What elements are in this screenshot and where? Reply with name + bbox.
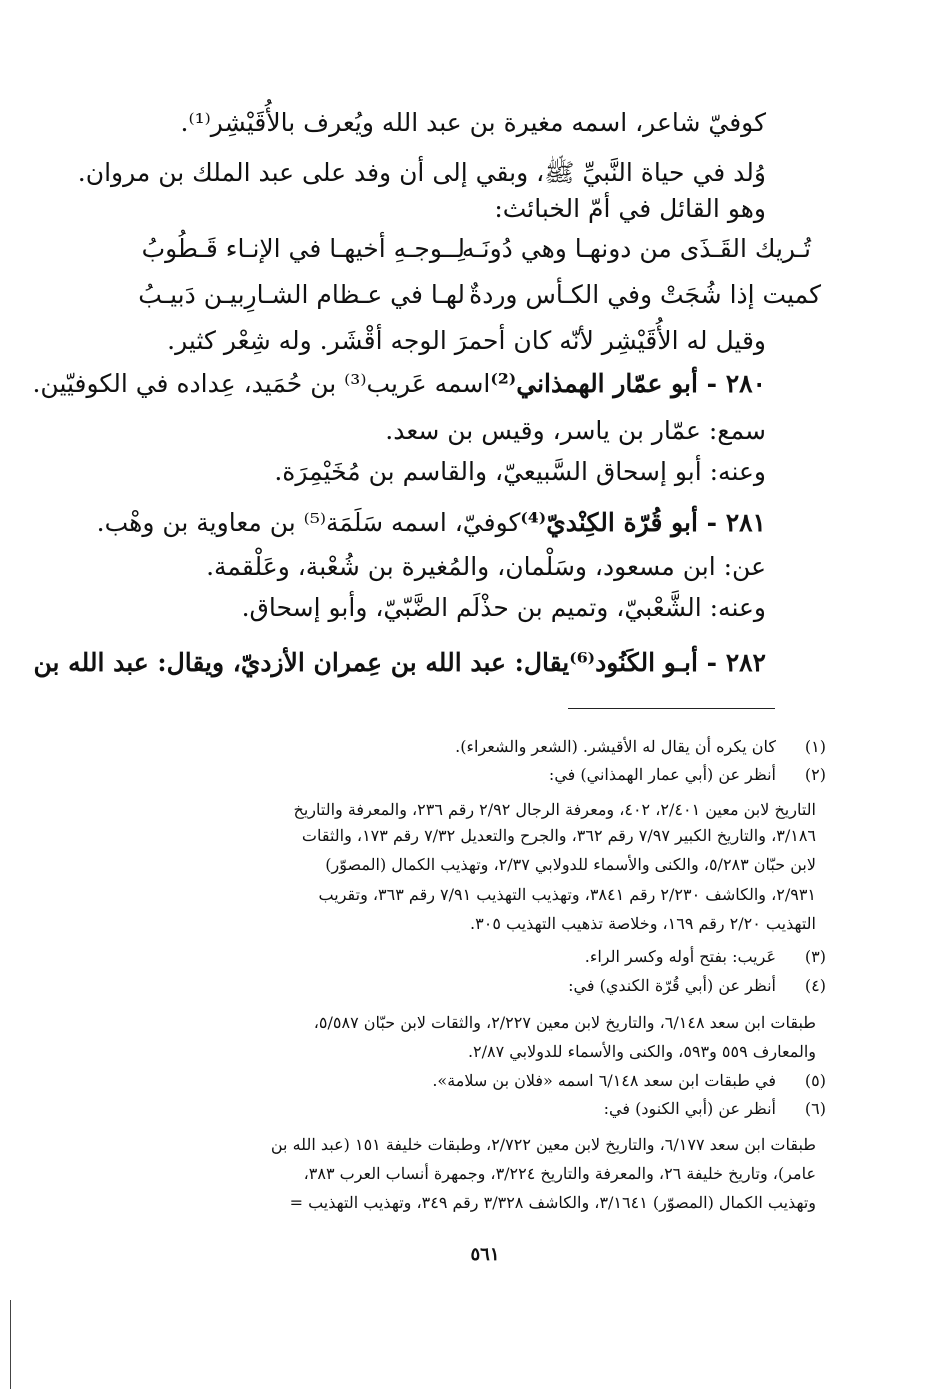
footnote-number: (٣)	[804, 947, 826, 966]
entry-heading	[32, 366, 766, 402]
footnote-separator	[568, 708, 775, 709]
entry-title: ٢٨٠ - أبو عمّار الهمذاني⁽²⁾	[490, 369, 766, 398]
text-line: وقيل له الأُقَيْشِر لأنّه كان أحمرَ الوجه أقْشَر. وله شِعْر كثير.	[167, 326, 766, 355]
entry-title: ٢٨٢ - أبـو الكَنُود⁽⁶⁾	[569, 648, 766, 677]
footnote-text: وتهذيب الكمال (المصوّر) ٣/١٦٤١، والكاشف ٣/٣٢٨ رقم ٣٤٩، وتهذيب التهذيب =	[289, 1193, 816, 1212]
footnote-text: ٣/١٨٦، والتاريخ الكبير ٧/٩٧ رقم ٣٦٢، والجرح والتعديل ٧/٣٢ رقم ١٧٣، والثقات	[301, 826, 816, 845]
text-line: سمع: عمّار بن ياسر، وقيس بن سعد.	[385, 416, 766, 445]
verse-first-hemistich: كميت إذا شُجَتْ وفي الكـأس وردةٌ	[469, 280, 821, 309]
verse-first-hemistich: تُـريك القَـذَى من دونهـا وهي دُونَـه	[461, 234, 811, 263]
text-line: وعنه: أبو إسحاق السَّبيعيّ، والقاسم بن مُخَيْمِرَة.	[274, 457, 766, 486]
footnote-number: (٦)	[804, 1099, 826, 1118]
verse-second-hemistich: لهـا في عـظام الشـارِبيـن دَبيـبُ	[138, 280, 465, 309]
entry-heading	[96, 505, 766, 541]
footnote-text: أنظر عن (أبي قُرّة الكندي) في:	[568, 976, 776, 995]
footnote-number: (١)	[804, 737, 826, 756]
text-line: وُلد في حياة النَّبيِّ ﷺ، وبقي إلى أن وفد على عبد الملك بن مروان.	[77, 158, 766, 187]
footnote-text: لابن حبّان ٥/٢٨٣، والكنى والأسماء للدولابي ٢/٣٧، وتهذيب الكمال (المصوّر)	[325, 855, 816, 874]
entry-title-rest: كوفيّ، اسمه سَلَمَة⁽⁵⁾ بن معاوية بن وهْب.	[96, 508, 521, 537]
text-line: كوفيّ شاعر، اسمه مغيرة بن عبد الله ويُعرف بالأُقَيْشِر⁽¹⁾.	[180, 108, 766, 137]
entry-heading	[33, 645, 766, 681]
footnote-number: (٥)	[804, 1071, 826, 1090]
footnote-text: كان يكره أن يقال له الأقيشر. (الشعر والشعراء).	[455, 737, 776, 756]
footnote-text: عَريب: بفتح أوله وكسر الراء.	[584, 947, 776, 966]
footnote-number: (٢)	[804, 765, 826, 784]
entry-title-rest: اسمه عَريب⁽³⁾ بن حُمَيد، عِداده في الكوفيّين.	[32, 369, 491, 398]
footnote-number: (٤)	[804, 976, 826, 995]
text-line: عن: ابن مسعود، وسَلْمان، والمُغيرة بن شُعْبة، وعَلْقمة.	[206, 552, 766, 581]
footnote-text: طبقات ابن سعد ٦/١٤٨، والتاريخ لابن معين ٢/٢٢٧، والثقات لابن حبّان ٥/٥٨٧،	[313, 1013, 816, 1032]
text-line: وهو القائل في أمّ الخبائث:	[494, 194, 766, 223]
footnote-text: أنظر عن (أبي الكنود) في:	[603, 1099, 776, 1118]
text-line: وعنه: الشَّعْبيّ، وتميم بن حذْلَم الضَّبّيّ، وأبو إسحاق.	[241, 593, 766, 622]
entry-title-rest: يقال: عبد الله بن عِمران الأزديّ، ويقال: عبد الله بن	[33, 648, 570, 677]
margin-rule	[10, 1300, 11, 1389]
entry-title: ٢٨١ - أبو قُرّة الكِنْديّ⁽⁴⁾	[520, 508, 766, 537]
footnote-text: التاريخ لابن معين ٢/٤٠١، ٤٠٢، ومعرفة الرجال ٢/٩٢ رقم ٢٣٦، والمعرفة والتاريخ	[293, 800, 816, 819]
verse-second-hemistich: لِــوجـهِ أخيهـا في الإنـاء قَـطُوبُ	[141, 234, 465, 263]
footnote-text: طبقات ابن سعد ٦/١٧٧، والتاريخ لابن معين ٢/٧٢٢، وطبقات خليفة ١٥١ (عبد الله بن	[270, 1135, 816, 1154]
footnote-text: في طبقات ابن سعد ٦/١٤٨ اسمه «فلان بن سلامة».	[432, 1071, 776, 1090]
footnote-text: والمعارف ٥٥٩ و٥٩٣، والكنى والأسماء للدولابي ٢/٨٧.	[467, 1042, 816, 1061]
footnote-text: ٢/٩٣١، والكاشف ٢/٢٣٠ رقم ٣٨٤١، وتهذيب التهذيب ٧/٩١ رقم ٣٦٣، وتقريب	[318, 885, 816, 904]
footnote-text: أنظر عن (أبي عمار الهمذاني) في:	[548, 765, 776, 784]
footnote-text: التهذيب ٢/٢٠ رقم ١٦٩، وخلاصة تذهيب التهذيب ٣٠٥.	[470, 914, 816, 933]
footnote-text: عامر)، وتاريخ خليفة ٢٦، والمعرفة والتاريخ ٣/٢٢٤، وجمهرة أنساب العرب ٣٨٣،	[303, 1164, 816, 1183]
page-number: ٥٦١	[470, 1244, 500, 1265]
